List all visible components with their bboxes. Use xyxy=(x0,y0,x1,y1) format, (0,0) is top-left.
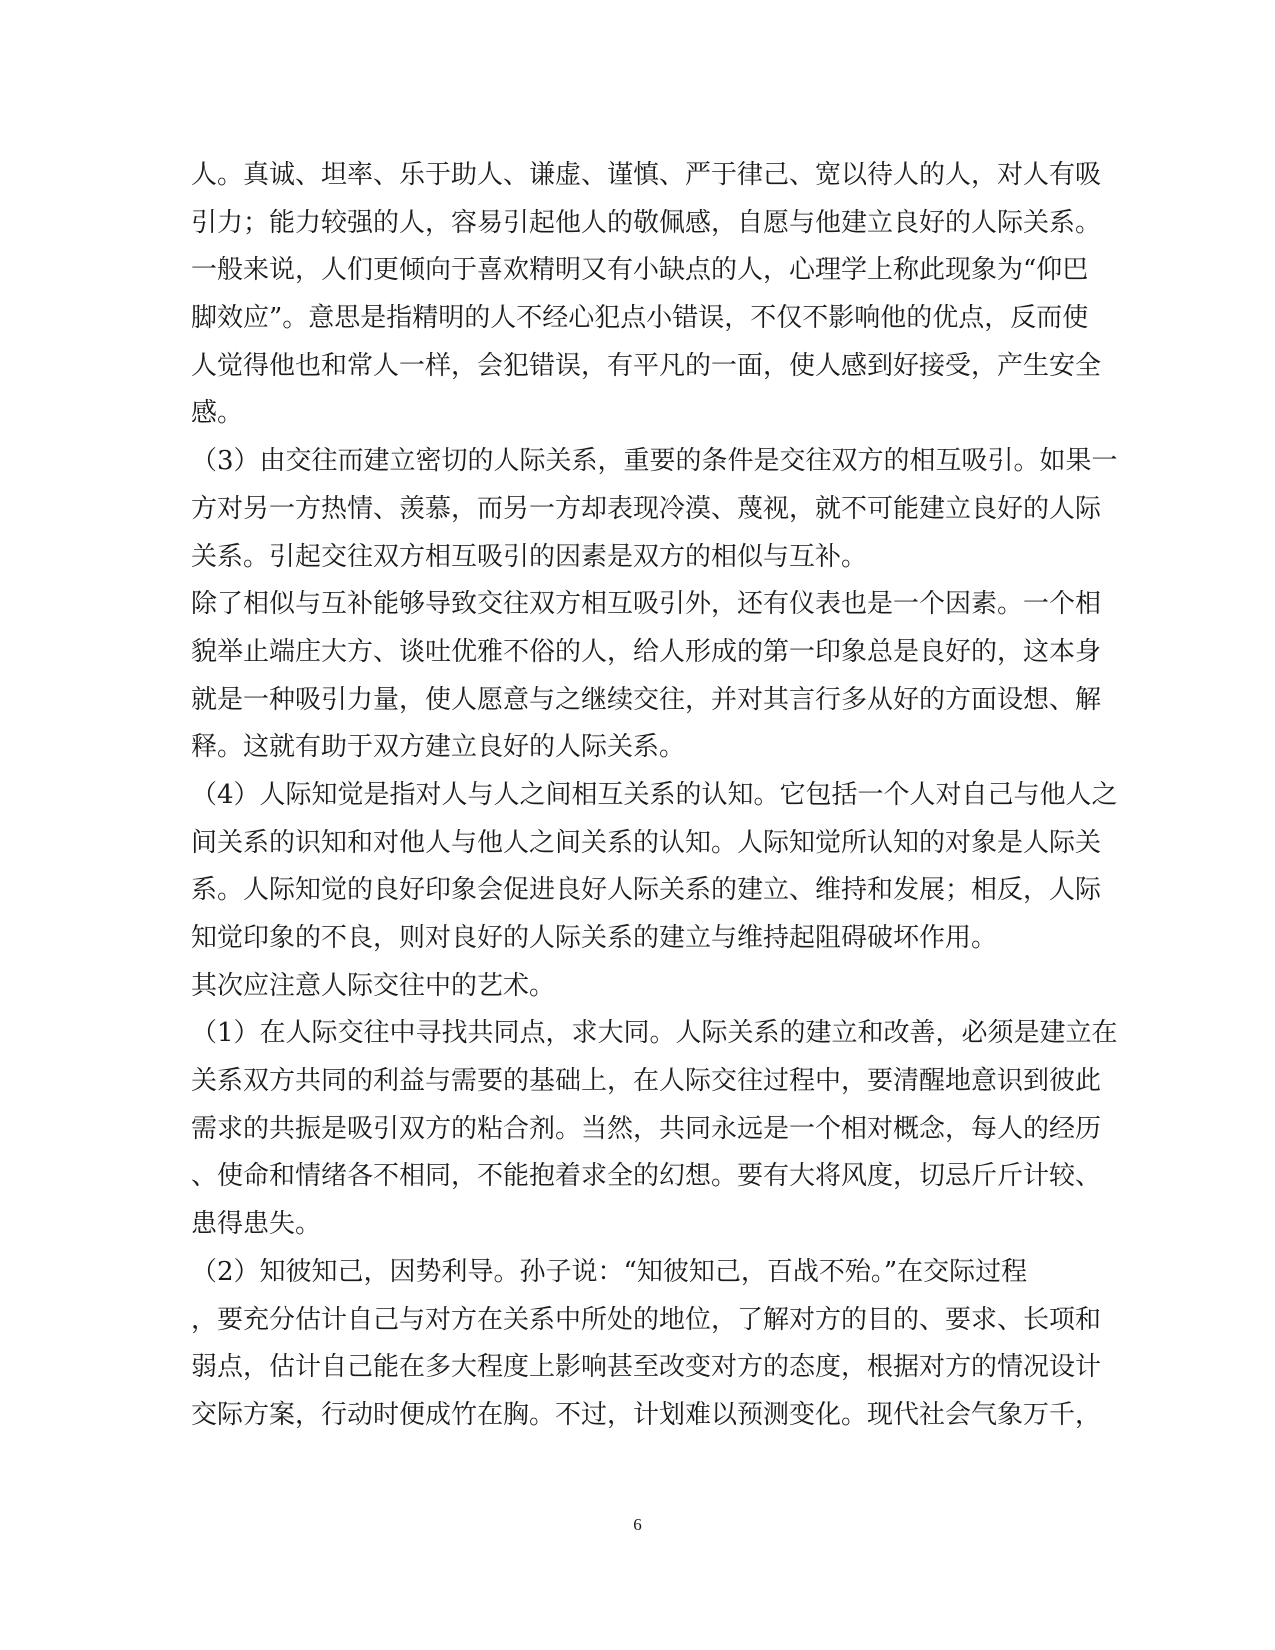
text-line: ，要充分估计自己与对方在关系中所处的地位，了解对方的目的、要求、长项和 xyxy=(191,1304,1102,1335)
text-line: 一般来说，人们更倾向于喜欢精明又有小缺点的人，心理学上称此现象为“仰巴 xyxy=(191,255,1089,286)
text-line: 关系。引起交往双方相互吸引的因素是双方的相似与互补。 xyxy=(191,541,868,572)
text-line: （2）知彼知己，因势利导。孙子说：“知彼知己，百战不殆。”在交际过程 xyxy=(191,1256,1028,1287)
text-line: 系。人际知觉的良好印象会促进良好人际关系的建立、维持和发展；相反，人际 xyxy=(191,875,1102,906)
text-line: 需求的共振是吸引双方的粘合剂。当然，共同永远是一个相对概念，每人的经历 xyxy=(191,1113,1102,1144)
text-line: （1）在人际交往中寻找共同点，求大同。人际关系的建立和改善，必须是建立在 xyxy=(191,1018,1118,1049)
text-line: 貌举止端庄大方、谈吐优雅不俗的人，给人形成的第一印象总是良好的，这本身 xyxy=(191,636,1102,667)
text-line: 关系双方共同的利益与需要的基础上，在人际交往过程中，要清醒地意识到彼此 xyxy=(191,1066,1102,1097)
text-line: 间关系的识知和对他人与他人之间关系的认知。人际知觉所认知的对象是人际关 xyxy=(191,827,1102,858)
text-line: 交际方案，行动时便成竹在胸。不过，计划难以预测变化。现代社会气象万千， xyxy=(191,1399,1102,1430)
text-line: （3）由交往而建立密切的人际关系，重要的条件是交往双方的相互吸引。如果一 xyxy=(191,446,1118,477)
text-line: 就是一种吸引力量，使人愿意与之继续交往，并对其言行多从好的方面设想、解 xyxy=(191,684,1102,715)
page-number: 6 xyxy=(633,1515,642,1534)
text-line: 引力；能力较强的人，容易引起他人的敬佩感，自愿与他建立良好的人际关系。 xyxy=(191,207,1102,238)
text-line: （4）人际知觉是指对人与人之间相互关系的认知。它包括一个人对自己与他人之 xyxy=(191,779,1118,810)
text-line: 感。 xyxy=(191,398,244,429)
body-text xyxy=(191,152,1118,1440)
text-line: 释。这就有助于双方建立良好的人际关系。 xyxy=(191,732,686,763)
text-line: 、使命和情绪各不相同，不能抱着求全的幻想。要有大将风度，切忌斤斤计较、 xyxy=(191,1161,1102,1192)
text-line: 方对另一方热情、羡慕，而另一方却表现冷漠、蔑视，就不可能建立良好的人际 xyxy=(191,493,1102,524)
text-line: 患得患失。 xyxy=(191,1209,322,1240)
text-line: 脚效应”。意思是指精明的人不经心犯点小错误，不仅不影响他的优点，反而使 xyxy=(191,303,1089,334)
text-line: 知觉印象的不良，则对良好的人际关系的建立与维持起阻碍破坏作用。 xyxy=(191,923,998,953)
text-line: 弱点，估计自己能在多大程度上影响甚至改变对方的态度，根据对方的情况设计 xyxy=(191,1352,1102,1383)
text-line: 其次应注意人际交往中的艺术。 xyxy=(191,970,556,1001)
text-line: 人。真诚、坦率、乐于助人、谦虚、谨慎、严于律己、宽以待人的人，对人有吸 xyxy=(191,160,1102,190)
text-line: 除了相似与互补能够导致交往双方相互吸引外，还有仪表也是一个因素。一个相 xyxy=(191,589,1102,620)
text-line: 人觉得他也和常人一样，会犯错误，有平凡的一面，使人感到好接受，产生安全 xyxy=(191,350,1102,381)
